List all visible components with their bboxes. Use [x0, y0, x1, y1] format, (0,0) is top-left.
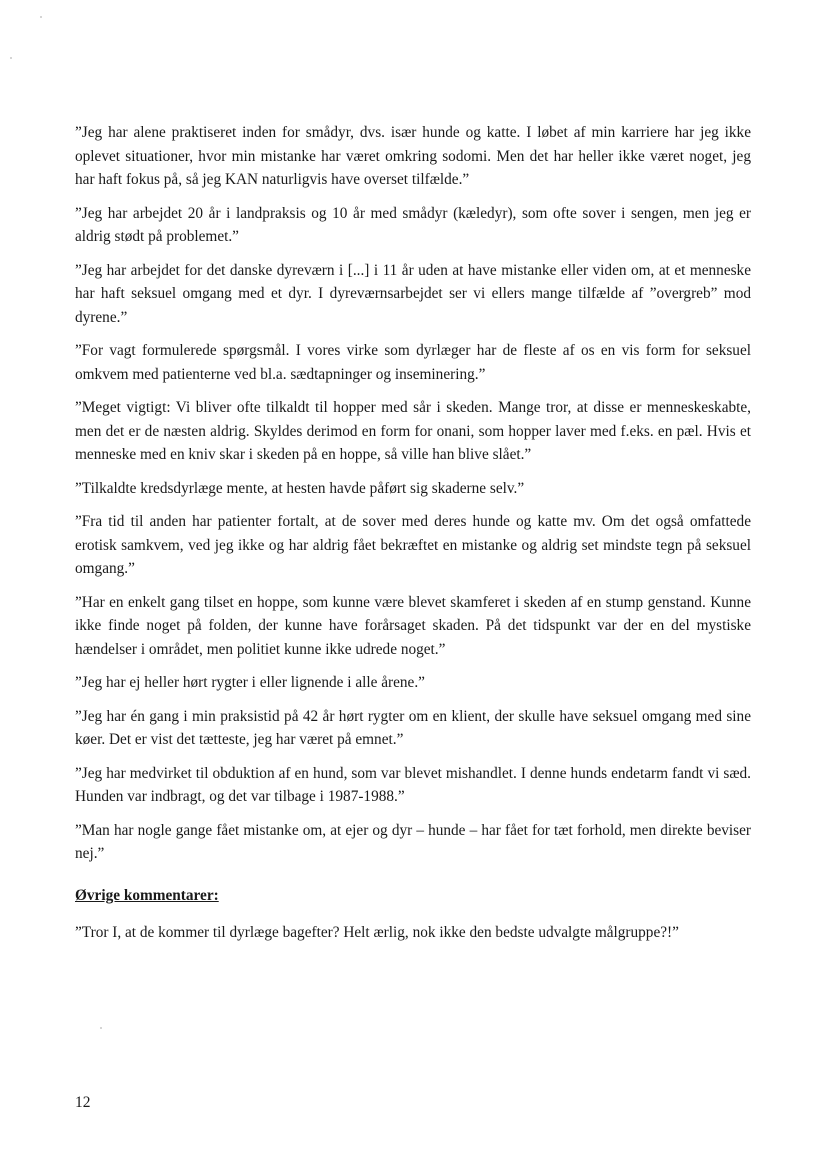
quote-paragraph: ”Fra tid til anden har patienter fortalt, at de sover med deres hunde og katte mv. Om det også omfattede erotisk samkvem, ved jeg ikke og har aldrig fået bekræftet en mistanke og aldrig set mindste tegn på seksuel omgang.”	[75, 513, 751, 577]
quote-paragraph: ”Jeg har ej heller hørt rygter i eller lignende i alle årene.”	[75, 674, 425, 691]
quote-paragraph: ”Jeg har alene praktiseret inden for smådyr, dvs. især hunde og katte. I løbet af min karriere har jeg ikke oplevet situationer, hvor min mistanke har været omkring sodomi. Men det har heller ikke været noget, jeg har haft fokus på, så jeg KAN naturligvis have overset tilfælde.”	[75, 124, 751, 188]
quote-paragraph: ”Meget vigtigt: Vi bliver ofte tilkaldt til hopper med sår i skeden. Mange tror, at disse er menneskeskabte, men det er de næsten aldrig. Skyldes derimod en form for onani, som hopper laver med f.eks. en pæl. Hvis et menneske med en kniv skar i skeden på en hoppe, så ville han blive slået.”	[75, 399, 751, 463]
quote-paragraph: ”Tilkaldte kredsdyrlæge mente, at hesten havde påført sig skaderne selv.”	[75, 479, 525, 497]
scan-speck	[40, 16, 42, 18]
quote-paragraph: ”Jeg har medvirket til obduktion af en hund, som var blevet mishandlet. I denne hunds endetarm fandt vi sæd. Hunden var indbragt, og det var tilbage i 1987-1988.”	[75, 764, 751, 805]
scan-speck	[100, 1027, 102, 1029]
quote-paragraph: ”Jeg har arbejdet 20 år i landpraksis og 10 år med smådyr (kæledyr), som ofte sover i sengen, men jeg er aldrig stødt på problemet.”	[75, 204, 751, 245]
quote-paragraph: ”For vagt formulerede spørgsmål. I vores virke som dyrlæger har de fleste af os en vis form for seksuel omkvem med patienterne ved bl.a. sædtapninger og inseminering.”	[75, 342, 751, 383]
document-body	[75, 121, 751, 955]
quote-paragraph: ”Jeg har arbejdet for det danske dyreværn i [...] i 11 år uden at have mistanke eller viden om, at et menneske har haft seksuel omgang med et dyr. I dyreværnsarbejdet ser vi ellers mange tilfælde af ”overgreb” mod dyrene.”	[75, 261, 751, 326]
page-number: 12	[75, 1094, 91, 1111]
scan-speck	[10, 57, 12, 59]
quote-paragraph: ”Man har nogle gange fået mistanke om, at ejer og dyr – hunde – har fået for tæt forhold, men direkte beviser nej.”	[75, 821, 751, 862]
quote-paragraph: ”Jeg har én gang i min praksistid på 42 år hørt rygter om en klient, der skulle have seksuel omgang med sine køer. Det er vist det tætteste, jeg har været på emnet.”	[75, 707, 751, 748]
section-heading: Øvrige kommentarer:	[75, 886, 219, 904]
closing-quote-paragraph: ”Tror I, at de kommer til dyrlæge bagefter? Helt ærlig, nok ikke den bedste udvalgte målgruppe?!”	[75, 924, 679, 941]
quote-paragraph: ”Har en enkelt gang tilset en hoppe, som kunne være blevet skamferet i skeden af en stump genstand. Kunne ikke finde noget på folden, der kunne have forårsaget skaden. På det tidspunkt var der en del mystiske hændelser i området, men politiet kunne ikke udrede noget.”	[75, 593, 751, 658]
